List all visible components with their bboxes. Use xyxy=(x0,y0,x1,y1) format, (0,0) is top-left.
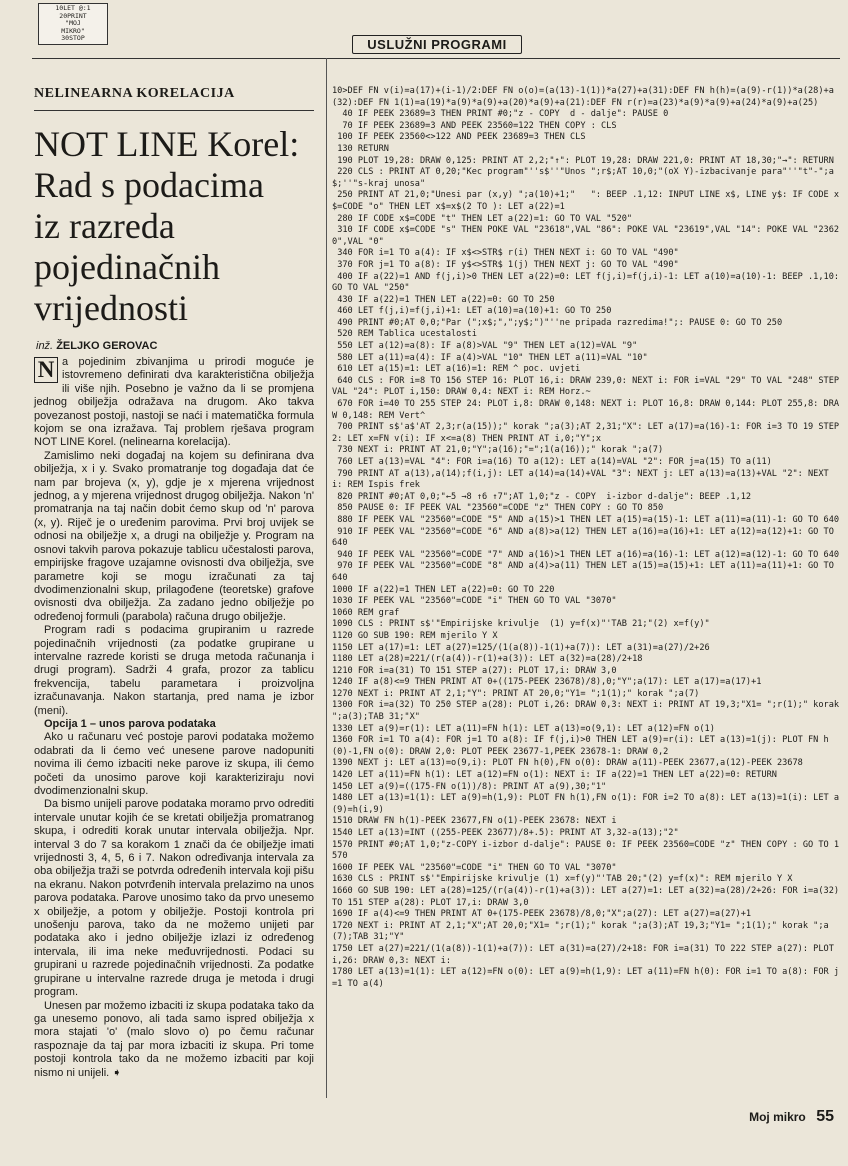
header-rule xyxy=(32,58,840,59)
code-line: 520 REM Tablica ucestalosti xyxy=(332,329,477,340)
paragraph xyxy=(34,1000,314,1080)
code-line: 1570 PRINT #0;AT 1,0;"z-COPY i-izbor d-dalje": PAUSE 0: IF PEEK 23560=CODE "z" THEN COPY : GO TO 1570 xyxy=(332,839,840,862)
stamp-line: MIKRO" xyxy=(61,26,85,35)
paragraph: Zamislimo neki događaj na kojem su definirana dva obilježja, x i y. Svako promatranje tog događaja dat će nam par brojeva (x, y), gdje je x mjerena vrijednost jednog, a y mjerena vrijednost drugog obilježja. Nakon 'n' promatranja na taj način dobit ćemo skup od 'n' parova (x, y). Riječ je o uređenim parovima. Prvi broj uvijek se odnosi na obilježje x, a drugi na obilježje y. Program na osnovi takvih parova pokazuje tablicu učestalosti parova, empirijske fragove uzajamne ovisnosti dva obilježja, sve parametre koji se mogu izračunati za taj dvodimenzionalni skup, prilagođene (teoretske) grafove ovisnosti dva obilježja. Za zadano jedno obilježje po određenoj formuli (parabola) računa drugo obilježje. xyxy=(34,449,314,623)
byline xyxy=(36,340,316,352)
author-name: ŽELJKO GEROVAC xyxy=(56,340,158,352)
headline-line: NOT LINE Korel: xyxy=(34,124,300,164)
code-line: 1420 LET a(11)=FN h(1): LET a(12)=FN o(1): NEXT i: IF a(22)=1 THEN LET a(22)=0: RETURN xyxy=(332,770,777,781)
paragraph: Program radi s podacima grupiranim u razrede pojedinačnih vrijednosti (za podatke grupirane u intervalne razrede koristi se druga metoda računanja i drugi program). Sadrži 4 grafa, prozor za tablicu frekvencija, tabelu parametara i proizvoljna izračunavanja. Nakon startanja, pred nama je izbor (meni). xyxy=(34,624,314,717)
code-line: 1000 IF a(22)=1 THEN LET a(22)=0: GO TO 220 xyxy=(332,584,555,595)
code-line: 880 IF PEEK VAL "23560"=CODE "5" AND a(15)>1 THEN LET a(15)=a(15)-1: LET a(11)=a(11)-1: GO TO 640 xyxy=(332,514,840,525)
code-line: 1510 DRAW FN h(1)-PEEK 23677,FN o(1)-PEEK 23678: NEXT i xyxy=(332,816,617,827)
paragraph: Da bismo unijeli parove podataka moramo prvo odrediti intervale unutar kojih će se kretati obilježja promatranog skupa, i odrediti korak unutar intervala obilježja. Npr. interval 3 do 7 sa korakom 1 znači da će obilježje imati vrijednosti 3, 4, 5, 6 i 7. Nakon određivanja intervala za oba obilježja traži se potvrda određenih intervala koji pišu na ekranu. Nakon potvrđenih intervala prelazimo na unos parova podataka. Parove unosimo tako da prvo unesemo x obilježje, a potom y obilježje. Postoji kontrola pri unošenju parova, tako da ne možemo unijeti par podataka ako i jedno obilježje izlazi iz određenog intervala, ili ima neke međuvrijednosti. Podaci su grupirani u razrede pojedinačnih vrijednosti. Za podatke grupirane u intervalne razrede druga je metoda i drugi program. xyxy=(34,798,314,999)
headline-line: iz razreda xyxy=(34,206,175,246)
paragraph-text: a pojedinim zbivanjima u prirodi moguće je istovremeno definirati dva karakteristična obilježja ili više njih. Posebno je važno da li se promjena jednog obilježja odražava na drugom. Ako takva povezanost postoji, nastoji se naći i matematička formula kojom se ona izražava. Taj problem rješava program NOT LINE Korel. (nelinearna korelacija). xyxy=(34,356,314,449)
code-line: 250 PRINT AT 21,0;"Unesi par (x,y) ";a(10)+1;" ": BEEP .1,12: INPUT LINE x$, LINE y$: IF CODE x$=CODE "o" THEN LET x$=x$(2 TO ): LET a(22)=1 xyxy=(332,190,840,212)
stamp-line: 10LET @:1 xyxy=(55,4,91,12)
code-line: 1720 NEXT i: PRINT AT 2,1;"X";AT 20,0;"X1= ";r(1);" korak ";a(3);AT 19,3;"Y1= ";1(1);" korak ";a(7);TAB 31;"Y" xyxy=(332,920,829,943)
subheading: Opcija 1 – unos parova podataka xyxy=(44,717,216,730)
continue-arrow-icon: ➧ xyxy=(112,1066,122,1079)
code-line: 1240 IF a(8)<=9 THEN PRINT AT 0+((175-PEEK 23678)/8),0;"Y";a(17): LET a(17)=a(17)+1 xyxy=(332,677,762,688)
code-line: 760 LET a(13)=VAL "4": FOR i=a(16) TO a(12): LET a(14)=VAL "2": FOR j=a(15) TO a(11) xyxy=(332,457,772,467)
paragraph xyxy=(34,356,314,450)
byline-prefix: inž. xyxy=(36,340,54,352)
page-number: 55 xyxy=(816,1108,834,1125)
basic-listing xyxy=(332,86,845,1106)
code-line: 790 PRINT AT a(13),a(14);f(i,j): LET a(14)=a(14)+VAL "3": NEXT j: LET a(13)=a(13)+VAL "2": NEXT i: REM Ispis frek xyxy=(332,468,834,491)
code-line: 340 FOR i=1 TO a(4): IF x$<>STR$ r(i) THEN NEXT i: GO TO VAL "490" xyxy=(332,248,679,259)
stamp-line: "MOJ xyxy=(65,19,81,27)
code-line: 10>DEF FN v(i)=a(17)+(i-1)/2:DEF FN o(o)=(a(13)-1(1))*a(27)+a(31):DEF FN h(h)=(a(9)-r(1))*a(28)+a(32):DEF FN 1(1)=a(19)*a(9)*a(9)+a(20)*a(9)+a(21):DEF FN r(r)=a(23)*a(9)*a(9)+a(24)*a(9)+a(25) xyxy=(332,86,834,108)
code-line: 1300 FOR i=a(32) TO 250 STEP a(28): PLOT i,26: DRAW 0,3: NEXT i: PRINT AT 19,3;"X1= ";r(1);" korak ";a(3);TAB 31;"X" xyxy=(332,700,845,723)
code-line: 820 PRINT #0;AT 0,0;"←5 →8 ↑6 ↑7";AT 1,0;"z - COPY i-izbor d-dalje": BEEP .1,12 xyxy=(332,491,752,502)
code-line: 1270 NEXT i: PRINT AT 2,1;"Y": PRINT AT 20,0;"Y1= ";1(1);" korak ";a(7) xyxy=(332,688,700,699)
code-line: 490 PRINT #0;AT 0,0;"Par (";x$;",";y$;")"''ne pripada razredima!";: PAUSE 0: GO TO 250 xyxy=(332,317,783,328)
code-line: 670 FOR i=40 TO 255 STEP 24: PLOT i,8: DRAW 0,148: NEXT i: PLOT 16,8: DRAW 0,144: PLOT 255,8: DRAW 0,148: REM Vert^ xyxy=(332,399,840,421)
code-line: 280 IF CODE x$=CODE "t" THEN LET a(22)=1: GO TO VAL "520" xyxy=(332,213,633,224)
code-line: 970 IF PEEK VAL "23560"=CODE "8" AND a(4)>a(11) THEN LET a(15)=a(15)+1: LET a(11)=a(11)+1: GO TO 640 xyxy=(332,561,840,583)
code-line: 1360 FOR i=1 TO a(4): FOR j=1 TO a(8): IF f(j,i)>0 THEN LET a(9)=r(i): LET a(13)=1(j): PLOT FN h(0)-1,FN o(0): DRAW 2,0: PLOT PEEK 23677-1,PEEK 23678-1: DRAW 0,2 xyxy=(332,735,829,757)
code-line: 1090 CLS : PRINT s$'"Empirijske krivulje (1) y=f(x)"'TAB 21;"(2) x=f(y)" xyxy=(332,619,710,630)
code-line: 220 CLS : PRINT AT 0,20;"Kec program"''s$''"Unos ";r$;AT 10,0;"(oX Y)-izbacivanje para"''"t"-";a$;''"s-kraj unosa" xyxy=(332,167,834,189)
page-footer xyxy=(749,1108,834,1126)
code-line: 730 NEXT i: PRINT AT 21,0;"Y";a(16);"=";1(a(16));" korak ";a(7) xyxy=(332,445,664,456)
code-line: 430 IF a(22)=1 THEN LET a(22)=0: GO TO 250 xyxy=(332,294,555,305)
magazine-name: Moj mikro xyxy=(749,1110,806,1124)
code-line: 700 PRINT s$'a$'AT 2,3;r(a(15));" korak ";a(3);AT 2,31;"X": LET a(17)=a(16)-1: FOR i=3 TO 19 STEP 2: LET x=FN v(i): IF x<=a(8) THEN PRINT AT i,0;"Y";x xyxy=(332,422,845,444)
code-line: 1210 FOR i=a(31) TO 151 STEP a(27): PLOT 17,i: DRAW 3,0 xyxy=(332,665,617,676)
code-line: 1060 REM graf xyxy=(332,607,400,618)
code-line: 310 IF CODE x$=CODE "s" THEN POKE VAL "23618",VAL "86": POKE VAL "23619",VAL "14": POKE VAL "23620",VAL "0" xyxy=(332,225,840,247)
code-line: 460 LET f(j,i)=f(j,i)+1: LET a(10)=a(10)+1: GO TO 250 xyxy=(332,306,612,317)
headline-line: Rad s podacima xyxy=(34,165,264,205)
code-line: 70 IF PEEK 23689=3 AND PEEK 23560=122 THEN COPY : CLS xyxy=(332,120,617,131)
code-line: 400 IF a(22)=1 AND f(j,i)>0 THEN LET a(22)=0: LET f(j,i)=f(j,i)-1: LET a(10)=a(10)-1: BEEP .1,10: GO TO VAL "250" xyxy=(332,271,845,294)
stamp-line: 20PRINT xyxy=(59,11,87,20)
corner-stamp xyxy=(38,3,108,45)
code-line: 580 LET a(11)=a(4): IF a(4)>VAL "10" THEN LET a(11)=VAL "10" xyxy=(332,352,648,363)
headline-line: vrijednosti xyxy=(34,288,188,328)
code-line: 610 LET a(15)=1: LET a(16)=1: REM ^ poc. uvjeti xyxy=(332,364,581,375)
code-line: 940 IF PEEK VAL "23560"=CODE "7" AND a(16)>1 THEN LET a(16)=a(16)-1: LET a(12)=a(12)-1: GO TO 640 xyxy=(332,549,840,560)
code-line: 910 IF PEEK VAL "23560"=CODE "6" AND a(8)>a(12) THEN LET a(16)=a(16)+1: LET a(12)=a(12)+1: GO TO 640 xyxy=(332,526,840,549)
code-line: 1330 LET a(9)=r(1): LET a(11)=FN h(1): LET a(13)=o(9,1): LET a(12)=FN o(1) xyxy=(332,723,715,734)
code-line: 1480 LET a(13)=1(1): LET a(9)=h(1,9): PLOT FN h(1),FN o(1): FOR i=2 TO a(8): LET a(13)=1(i): LET a(9)=h(i,9) xyxy=(332,793,840,815)
article-headline xyxy=(34,124,324,329)
code-line: 1120 GO SUB 190: REM mjerilo Y X xyxy=(332,630,498,641)
kicker-rule xyxy=(34,110,314,111)
code-line: 1030 IF PEEK VAL "23560"=CODE "i" THEN GO TO VAL "3070" xyxy=(332,596,617,607)
code-line: 130 RETURN xyxy=(332,143,389,154)
code-line: 1690 IF a(4)<=9 THEN PRINT AT 0+(175-PEEK 23678)/8,0;"X";a(27): LET a(27)=a(27)+1 xyxy=(332,909,752,920)
code-line: 550 LET a(12)=a(8): IF a(8)>VAL "9" THEN LET a(12)=VAL "9" xyxy=(332,341,638,352)
code-line: 190 PLOT 19,28: DRAW 0,125: PRINT AT 2,2;"↑": PLOT 19,28: DRAW 221,0: PRINT AT 18,30;"→": RETURN xyxy=(332,155,834,166)
code-line: 1150 LET a(17)=1: LET a(27)=125/(1(a(8))-1(1)+a(7)): LET a(31)=a(27)/2+26 xyxy=(332,642,710,653)
code-line: 1390 NEXT j: LET a(13)=o(9,i): PLOT FN h(0),FN o(0): DRAW a(11)-PEEK 23677,a(12)-PEEK 23678 xyxy=(332,758,803,769)
article-body xyxy=(34,356,314,1080)
paragraph: Ako u računaru već postoje parovi podataka možemo odabrati da li ćemo već unesene parove nadopuniti novima ili ćemo izbaciti neke parove iz skupa, ili ćemo početi da unosimo parove koji karakteriziraju novi dvodimenzionalni skup. xyxy=(34,731,314,797)
code-line: 100 IF PEEK 23560<>122 AND PEEK 23689=3 THEN CLS xyxy=(332,132,586,143)
code-line: 370 FOR j=1 TO a(8): IF y$<>STR$ 1(j) THEN NEXT j: GO TO VAL "490" xyxy=(332,259,679,270)
code-line: 1660 GO SUB 190: LET a(28)=125/(r(a(4))-r(1)+a(3)): LET a(27)=1: LET a(32)=a(28)/2+26: FOR i=a(32) TO 151 STEP a(28): PLOT 17,i: DRAW 3,0 xyxy=(332,885,845,908)
code-line: 1450 LET a(9)=((175-FN o(1))/8): PRINT AT a(9),30;"1" xyxy=(332,781,607,792)
stamp-line: 30STOP xyxy=(61,34,85,42)
code-line: 1750 LET a(27)=221/(1(a(8))-1(1)+a(7)): LET a(31)=a(27)/2+18: FOR i=a(31) TO 222 STEP a(27): PLOT i,26: DRAW 0,3: NEXT i: xyxy=(332,943,840,966)
section-tag: USLUŽNI PROGRAMI xyxy=(352,35,522,54)
drop-cap: N xyxy=(34,357,58,383)
code-line: 850 PAUSE 0: IF PEEK VAL "23560"=CODE "z" THEN COPY : GO TO 850 xyxy=(332,503,664,514)
code-line: 1780 LET a(13)=1(1): LET a(12)=FN o(0): LET a(9)=h(1,9): LET a(11)=FN h(0): FOR i=1 TO a(8): FOR j=1 TO a(4) xyxy=(332,967,840,989)
headline-line: pojedinačnih xyxy=(34,247,220,287)
code-line: 1600 IF PEEK VAL "23560"=CODE "i" THEN GO TO VAL "3070" xyxy=(332,862,617,873)
column-rule xyxy=(326,58,327,1098)
code-line: 640 CLS : FOR i=8 TO 156 STEP 16: PLOT 16,i: DRAW 239,0: NEXT i: FOR i=VAL "29" TO VAL "248" STEP VAL "24": PLOT i,150: DRAW 0,4: NEXT i: REM Horz.~ xyxy=(332,375,845,398)
code-line: 1630 CLS : PRINT s$'"Empirijske krivulje (1) x=f(y)"'TAB 20;"(2) y=f(x)": REM mjerilo Y X xyxy=(332,874,793,885)
article-kicker: NELINEARNA KORELACIJA xyxy=(34,86,235,101)
paragraph-text: Unesen par možemo izbaciti iz skupa podataka tako da ga unesemo ponovo, ali tada samo ispred obilježja x mora stajati 'o' (malo slovo o) po čemu računar raspoznaje da taj par mora izbaciti iz skupa. Pri tome postoji kontrola tako da ne možemo izbaciti par koji nismo ni unijeli. xyxy=(34,999,314,1079)
code-line: 1180 LET a(28)=221/(r(a(4))-r(1)+a(3)): LET a(32)=a(28)/2+18 xyxy=(332,654,643,665)
code-line: 40 IF PEEK 23689=3 THEN PRINT #0;"z - COPY d - dalje": PAUSE 0 xyxy=(332,109,669,120)
code-line: 1540 LET a(13)=INT ((255-PEEK 23677)/8+.5): PRINT AT 3,32-a(13);"2" xyxy=(332,828,679,838)
